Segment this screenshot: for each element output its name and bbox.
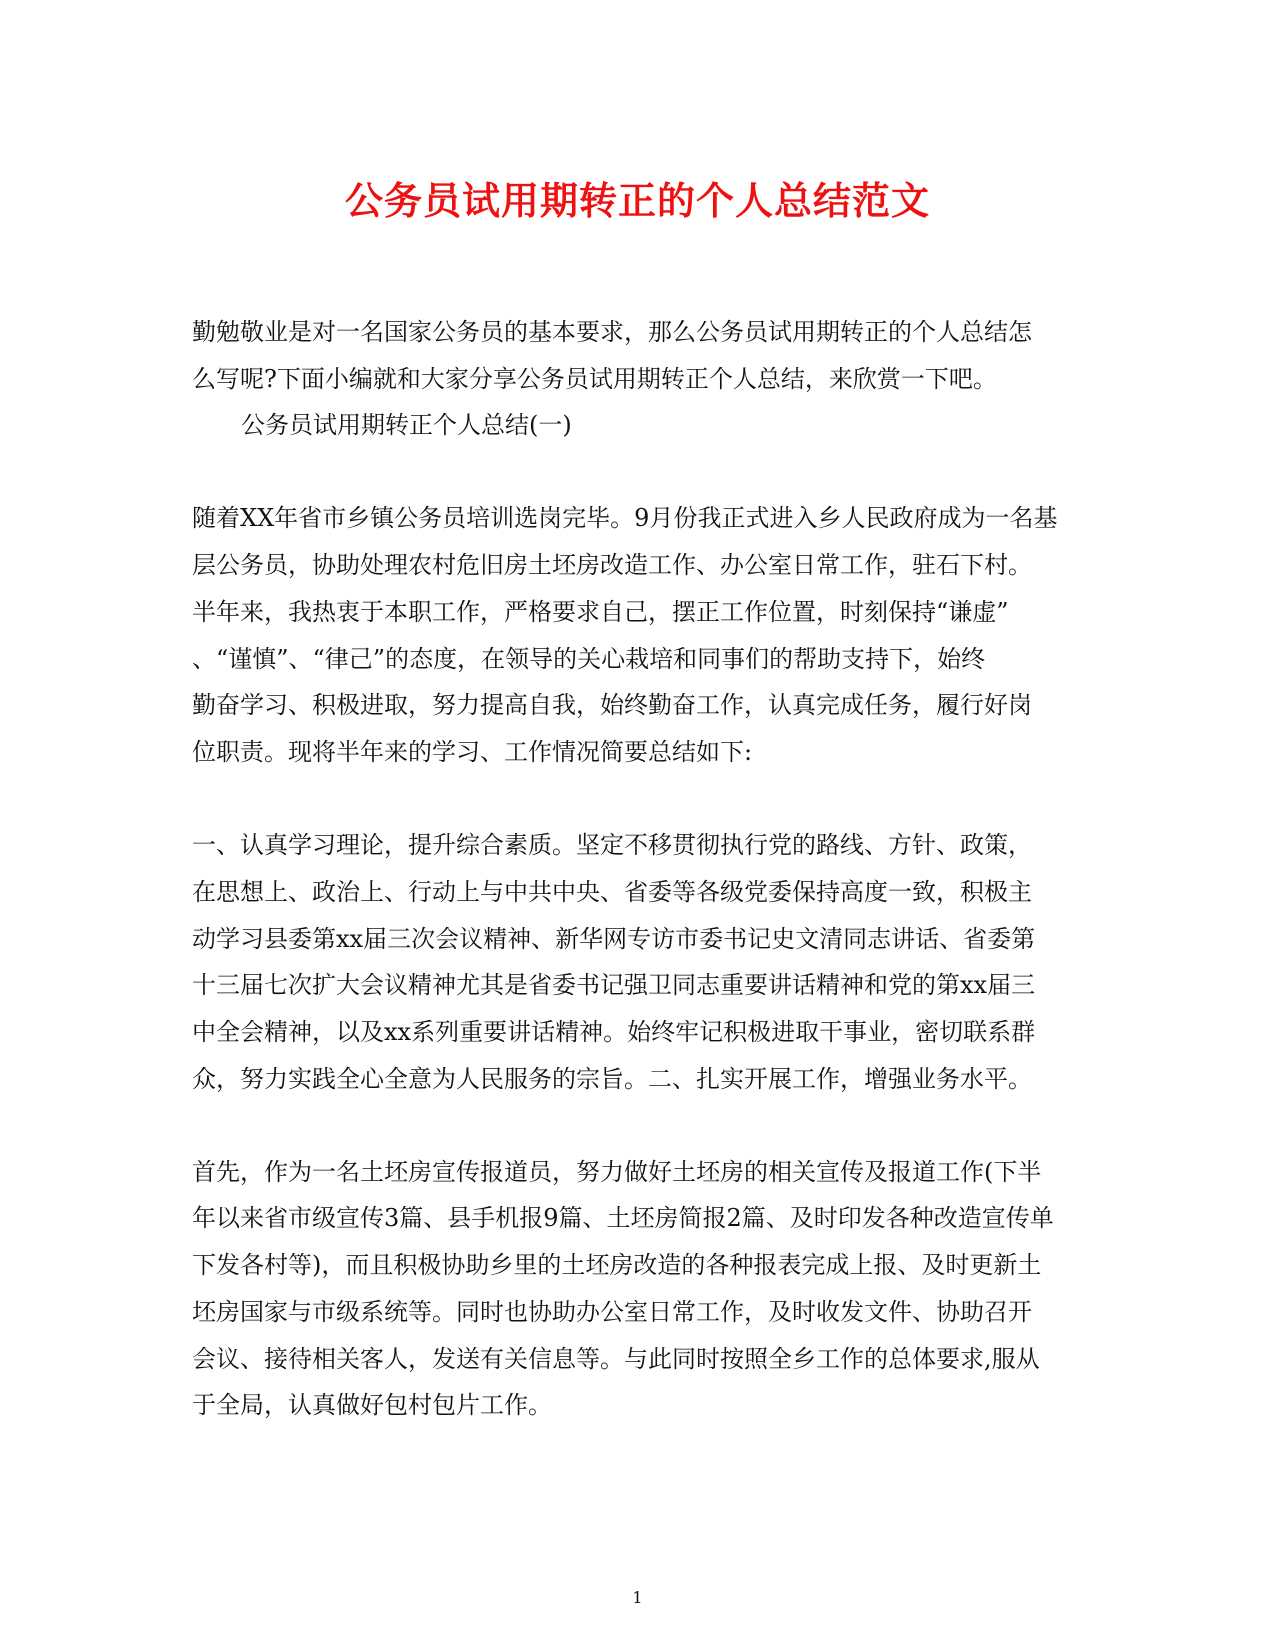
- paragraph3-line-3: 下发各村等)，而且积极协助乡里的土坯房改造的各种报表完成上报、及时更新土: [192, 1251, 1042, 1279]
- paragraph2-line-4: 十三届七次扩大会议精神尤其是省委书记强卫同志重要讲话精神和党的第xx届三: [192, 971, 1036, 999]
- paragraph1-line-5: 勤奋学习、积极进取，努力提高自我，始终勤奋工作，认真完成任务，履行好岗: [192, 691, 1032, 719]
- paragraph3-line-6: 于全局，认真做好包村包片工作。: [192, 1391, 552, 1419]
- paragraph1-line-4: 、“谨慎”、“律己”的态度，在领导的关心栽培和同事们的帮助支持下，始终: [192, 645, 986, 673]
- paragraph3-line-1: 首先，作为一名土坯房宣传报道员，努力做好土坯房的相关宣传及报道工作(下半: [192, 1158, 1042, 1186]
- paragraph2-line-6: 众，努力实践全心全意为人民服务的宗旨。二、扎实开展工作，增强业务水平。: [192, 1065, 1032, 1093]
- paragraph1-line-2: 层公务员，协助处理农村危旧房土坯房改造工作、办公室日常工作，驻石下村。: [192, 551, 1032, 579]
- paragraph2-line-2: 在思想上、政治上、行动上与中共中央、省委等各级党委保持高度一致，积极主: [192, 878, 1032, 906]
- paragraph2-line-3: 动学习县委第xx届三次会议精神、新华网专访市委书记史文清同志讲话、省委第: [192, 925, 1036, 953]
- intro-line-2: 么写呢?下面小编就和大家分享公务员试用期转正个人总结，来欣赏一下吧。: [192, 365, 997, 393]
- paragraph1-line-6: 位职责。现将半年来的学习、工作情况简要总结如下:: [192, 738, 753, 766]
- paragraph1-line-1: 随着XX年省市乡镇公务员培训选岗完毕。9月份我正式进入乡人民政府成为一名基: [192, 504, 1058, 532]
- paragraph3-line-2: 年以来省市级宣传3篇、县手机报9篇、土坯房简报2篇、及时印发各种改造宣传单: [192, 1204, 1054, 1232]
- paragraph2-line-5: 中全会精神，以及xx系列重要讲话精神。始终牢记积极进取干事业，密切联系群: [192, 1018, 1036, 1046]
- paragraph1-line-3: 半年来，我热衷于本职工作，严格要求自己，摆正工作位置，时刻保持“谦虚”: [192, 598, 1009, 626]
- intro-line-1: 勤勉敬业是对一名国家公务员的基本要求，那么公务员试用期转正的个人总结怎: [192, 318, 1032, 346]
- document-title: 公务员试用期转正的个人总结范文: [344, 178, 930, 223]
- paragraph3-line-4: 坯房国家与市级系统等。同时也协助办公室日常工作，及时收发文件、协助召开: [192, 1298, 1032, 1326]
- paragraph2-line-1: 一、认真学习理论，提升综合素质。坚定不移贯彻执行党的路线、方针、政策，: [192, 831, 1032, 859]
- section-heading: 公务员试用期转正个人总结(一): [241, 411, 572, 439]
- paragraph3-line-5: 会议、接待相关客人，发送有关信息等。与此同时按照全乡工作的总体要求,服从: [192, 1345, 1040, 1373]
- page-number: 1: [632, 1588, 643, 1607]
